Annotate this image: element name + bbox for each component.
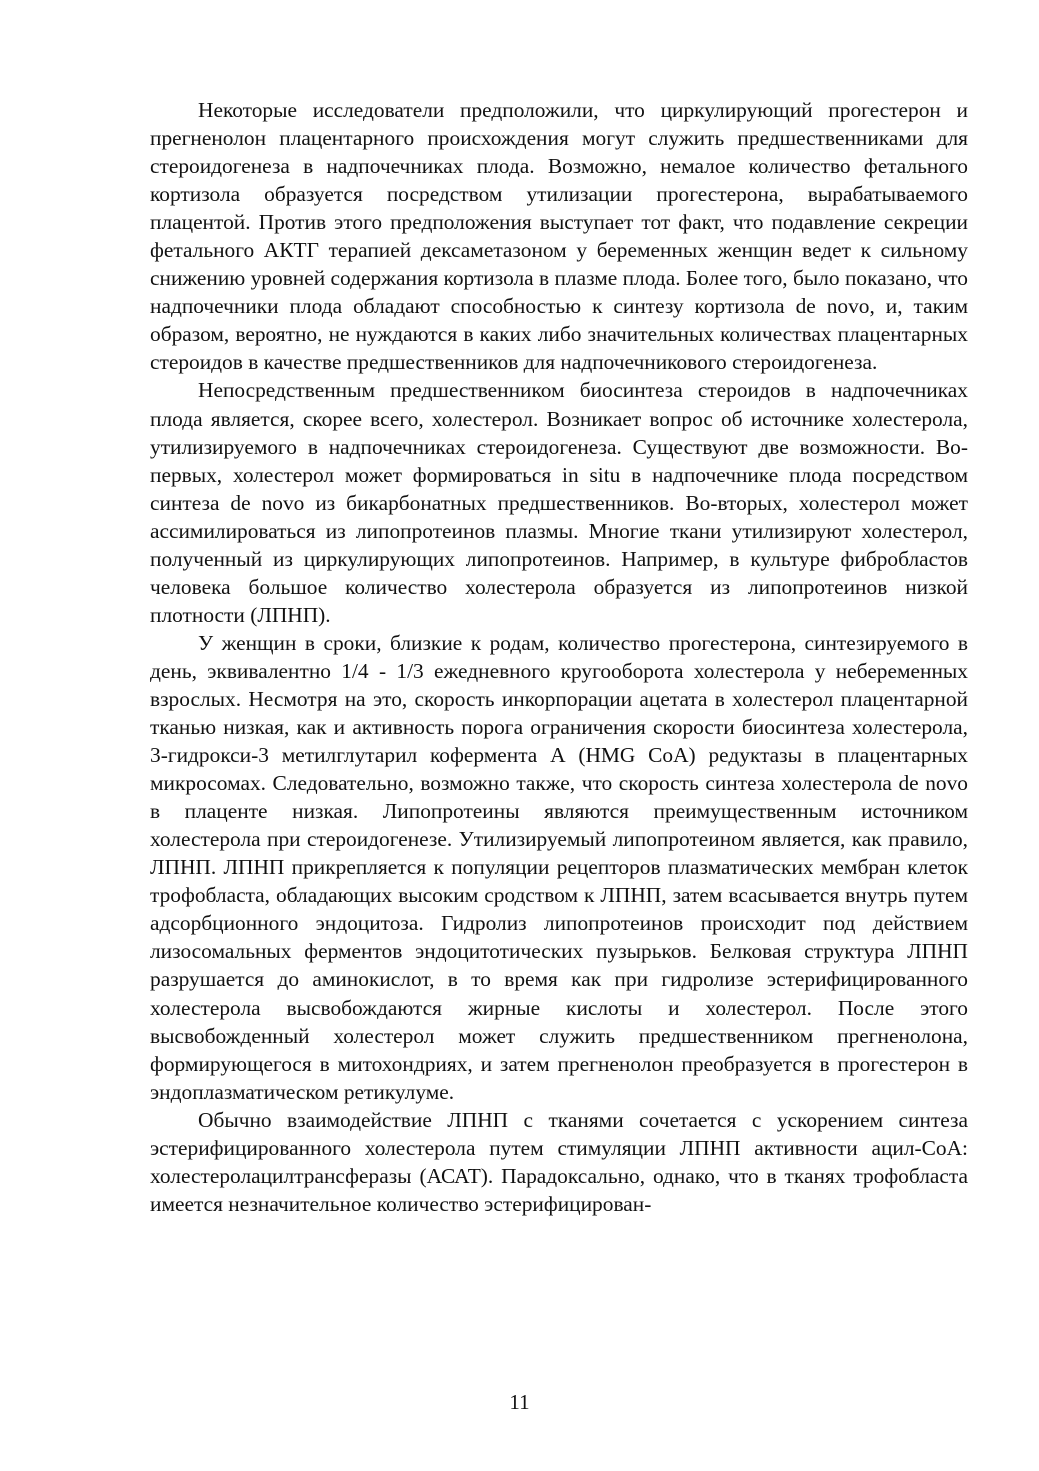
paragraph-2: Непосредственным предшественником биосинтеза стероидов в надпочечниках плода является, скорее всего, холестерол. Возникает вопрос об источнике холестерола, утилизируемого в надпочечниках стероидогенеза. Существуют две возможности. Во-первых, холестерол может формироваться in situ в надпочечнике плода посредством синтеза de novo из бикарбонатных предшественников. Во-вторых, холестерол может ассимилироваться из липопротеинов плазмы. Многие ткани утилизируют холестерол, полученный из циркулирующих липопротеинов. Например, в культуре фибробластов человека большое количество холестерола образуется из липопротеинов низкой плотности (ЛПНП). — [150, 378, 968, 627]
paragraph-3: У женщин в сроки, близкие к родам, количество прогестерона, синтезируемого в день, эквивалентно 1/4 - 1/3 ежедневного кругооборота холестерола у небеременных взрослых. Несмотря на это, скорость инкорпорации ацетата в холестерол плацентарной тканью низкая, как и активность порога ограничения скорости биосинтеза холестерола, 3-гидрокси-3 метилглутарил кофермента А (HMG CoA) редуктазы в плацентарных микросомах. Следовательно, возможно также, что скорость синтеза холестерола de novo в плаценте низкая. Липопротеины являются преимущественным источником холестерола при стероидогенезе. Утилизируемый липопротеином является, как правило, ЛПНП. ЛПНП прикрепляется к популяции рецепторов плазматических мембран клеток трофобласта, обладающих высоким сродством к ЛПНП, затем всасывается внутрь путем адсорбционного эндоцитоза. Гидролиз липопротеинов происходит под действием лизосомальных ферментов эндоцитотических пузырьков. Белковая структура ЛПНП разрушается до аминокислот, в то время как при гидролизе эстерифицированного холестерола высвобождаются жирные кислоты и холестерол. После этого высвобожденный холестерол может служить предшественником прегненолона, формирующегося в митохондриях, и затем прегненолон преобразуется в прогестерон в эндоплазматическом ретикулуме. — [150, 630, 968, 1104]
document-body — [150, 96, 968, 1218]
paragraph-4: Обычно взаимодействие ЛПНП с тканями сочетается с ускорением синтеза эстерифицированного холестерола путем стимуляции ЛПНП активности ацил-CoA: холестеролацилтрансферазы (АСАТ). Парадоксально, однако, что в тканях трофобласта имеется незначительное количество эстерифицирован- — [150, 1107, 968, 1216]
page-number: 11 — [509, 1390, 530, 1414]
paragraph-1: Некоторые исследователи предположили, что циркулирующий прогестерон и прегненолон плацентарного происхождения могут служить предшественниками для стероидогенеза в надпочечниках плода. Возможно, немалое количество фетального кортизола образуется посредством утилизации прогестерона, вырабатываемого плацентой. Против этого предположения выступает тот факт, что подавление секреции фетального АКТГ терапией дексаметазоном у беременных женщин ведет к сильному снижению уровней содержания кортизола в плазме плода. Более того, было показано, что надпочечники плода обладают способностью к синтезу кортизола de novo, и, таким образом, вероятно, не нуждаются в каких либо значительных количествах плацентарных стероидов в качестве предшественников для надпочечникового стероидогенеза. — [150, 98, 968, 375]
